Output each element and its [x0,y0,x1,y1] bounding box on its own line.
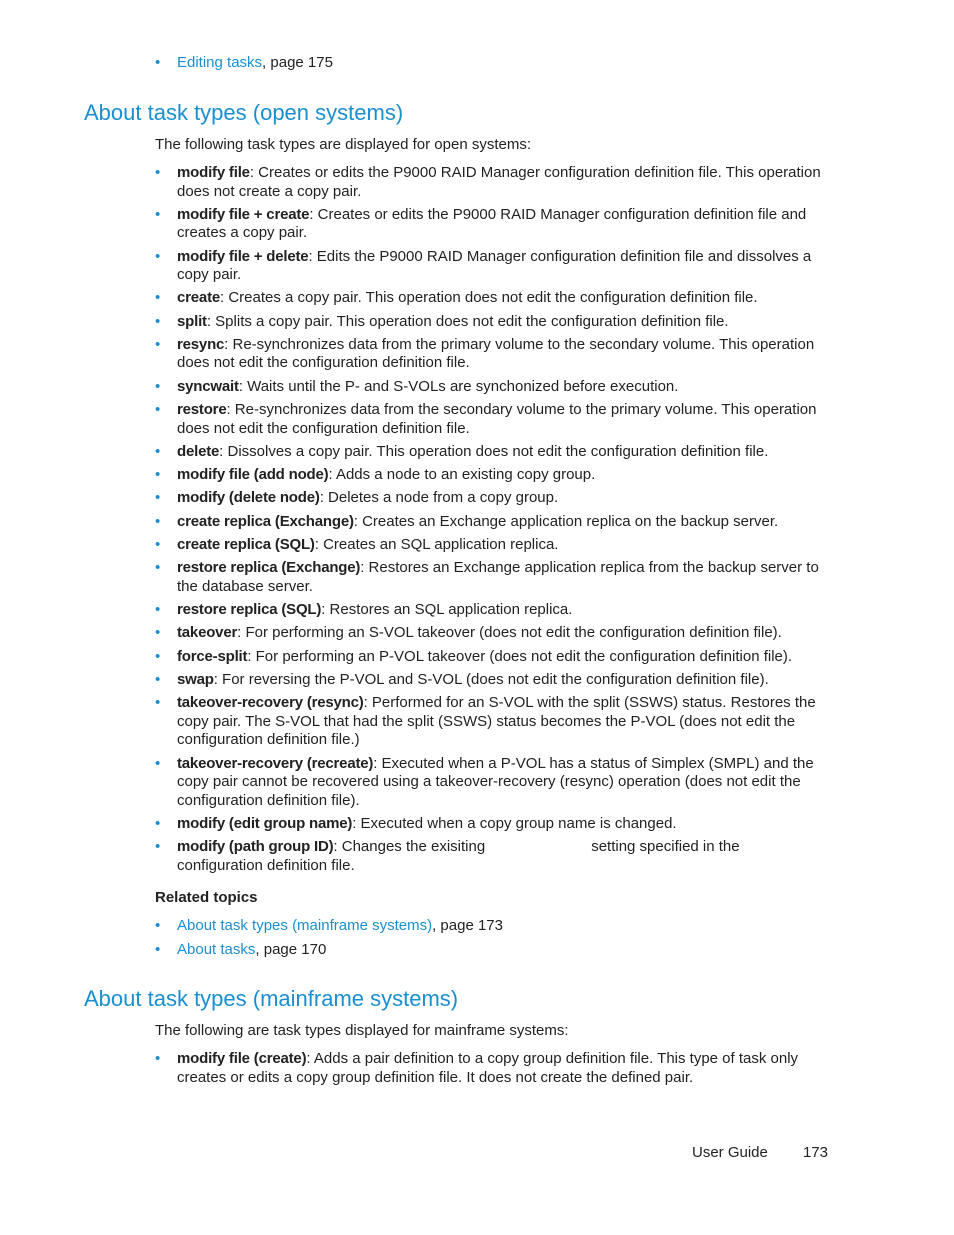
list-item [155,401,828,438]
definition: : Executed when a P-VOL has a status of Simplex (SMPL) and the copy pair cannot be recovered using a takeover-recovery (resync) operation (does not edit the configuration definition file). [177,754,814,809]
definition: : Edits the P9000 RAID Manager configuration definition file and dissolves a copy pair. [177,247,812,284]
bullet-icon: • [155,536,161,554]
list-item [155,917,503,936]
page-ref: , page 173 [432,917,503,934]
bullet-icon: • [155,54,161,71]
bullet-icon: • [155,164,161,181]
page-ref: , page 175 [262,54,333,71]
definition: : For performing an P-VOL takeover (does not edit the configuration definition file). [247,647,793,665]
bullet-icon: • [155,312,161,330]
term: resync [177,335,225,353]
related-topics-title: Related topics [155,889,258,906]
list-item [155,940,503,960]
bullet-icon: • [155,401,161,419]
definition-end: setting specified in the configuration definition file. [177,838,740,874]
list-item [155,512,828,532]
term: force-split [177,647,248,665]
bullet-icon: • [155,442,161,460]
page-footer [692,1144,828,1163]
bullet-icon: • [155,489,161,507]
section-intro-mainframe: The following are task types displayed for mainframe systems: [155,1022,569,1039]
definition: : Creates or edits the P9000 RAID Manager configuration definition file and creates a copy pair. [177,205,807,242]
term: modify (delete node) [177,489,320,507]
term: delete [177,442,220,460]
list-item [155,289,828,308]
about-tasks-link[interactable]: About tasks [177,940,256,958]
term: restore replica (SQL) [177,601,322,619]
mainframe-task-types-link[interactable]: About task types (mainframe systems) [177,917,433,934]
term: create replica (Exchange) [177,512,354,530]
list-item [155,624,828,643]
term: restore replica (Exchange) [177,559,361,577]
list-item [155,164,828,201]
bullet-icon: • [155,559,161,577]
term: modify file + delete [177,247,309,265]
definition: : Creates an SQL application replica. [314,536,559,554]
definition: : Restores an Exchange application replica from the backup server to the database server. [177,559,819,595]
bullet-icon: • [155,671,161,689]
bullet-icon: • [155,247,161,265]
term: create [177,289,221,307]
definition: : Creates or edits the P9000 RAID Manager configuration definition file. This operation does not create a copy pair. [177,164,821,200]
section-heading-open-systems: About task types (open systems) [84,100,404,125]
definition: : Adds a node to an existing copy group. [328,466,596,484]
page-number: 173 [802,1144,828,1161]
list-item [155,671,828,690]
list-item [155,1050,828,1087]
term: create replica (SQL) [177,536,315,554]
term: takeover-recovery (resync) [177,694,364,712]
term: modify file + create [177,205,310,223]
list-item [155,466,828,485]
term: syncwait [177,377,239,395]
term: takeover [177,624,238,642]
definition: : Waits until the P- and S-VOLs are synchonized before execution. [238,377,679,395]
list-item [155,838,828,875]
list-item [155,536,828,555]
bullet-icon: • [155,335,161,353]
term: modify file (create) [177,1050,307,1067]
definition: : Executed when a copy group name is changed. [352,814,677,832]
definition: : Performed for an S-VOL with the split (SSWS) status. Restores the copy pair. The S-VOL that had the split (SSWS) status becomes the P-VOL (does not edit the configuration definition file.) [177,694,816,749]
term: restore [177,401,227,419]
term: modify (path group ID) [177,838,334,856]
bullet-icon: • [155,1050,161,1067]
page-ref: , page 170 [255,940,327,958]
definition: : Re-synchronizes data from the secondary volume to the primary volume. This operation does not edit the configuration definition file. [177,401,817,437]
section-heading-mainframe-systems: About task types (mainframe systems) [84,986,459,1011]
bullet-icon: • [155,917,161,934]
top-link-list [155,54,333,73]
list-item [155,601,828,620]
definition: : Splits a copy pair. This operation does not edit the configuration definition file. [206,312,729,330]
bullet-icon: • [155,377,161,395]
definition: : Re-synchronizes data from the primary volume to the secondary volume. This operation does not edit the configuration definition file. [177,335,815,372]
bullet-icon: • [155,466,161,484]
term: modify file [177,164,250,181]
definition: : For performing an S-VOL takeover (does not edit the configuration definition file). [237,624,782,642]
definition: : Dissolves a copy pair. This operation does not edit the configuration definition file. [219,442,769,460]
term: swap [177,671,214,689]
list-item [155,312,828,332]
term: split [177,312,207,330]
definition: : Creates a copy pair. This operation does not edit the configuration definition file. [220,289,758,307]
term: modify (edit group name) [177,814,353,832]
bullet-icon: • [155,814,161,832]
list-item [155,647,828,667]
bullet-icon: • [155,289,161,307]
footer-guide-title: User Guide [692,1144,768,1161]
bullet-icon: • [155,601,161,619]
bullet-icon: • [155,754,161,772]
list-item [155,489,828,508]
definition: : Creates an Exchange application replica on the backup server. [353,512,779,530]
section-intro-open: The following task types are displayed for open systems: [155,136,532,153]
term: takeover-recovery (recreate) [177,754,374,772]
definition: : Restores an SQL application replica. [321,601,573,619]
bullet-icon: • [155,512,161,530]
mainframe-task-type-list [155,1050,828,1087]
open-task-type-list [155,164,828,880]
list-item [155,754,828,811]
list-item [155,377,828,397]
list-item [155,335,828,373]
list-item [155,54,333,73]
related-topics-list [155,917,503,964]
bullet-icon: • [155,647,161,665]
list-item [155,694,828,750]
list-item [155,442,828,462]
bullet-icon: • [155,940,161,958]
definition: : For reversing the P-VOL and S-VOL (does not edit the configuration definition file). [213,671,769,689]
definition: : Adds a pair definition to a copy group definition file. This type of task only creates or edits a copy group definition file. It does not create the defined pair. [177,1050,799,1086]
editing-tasks-link[interactable]: Editing tasks [177,54,263,71]
bullet-icon: • [155,838,161,856]
definition-start: : Changes the exisiting [333,838,486,856]
bullet-icon: • [155,624,161,642]
list-item [155,205,828,243]
list-item [155,247,828,285]
bullet-icon: • [155,205,161,223]
list-item [155,814,828,834]
bullet-icon: • [155,694,161,712]
term: modify file (add node) [177,466,329,484]
definition: : Deletes a node from a copy group. [319,489,559,507]
list-item [155,559,828,596]
